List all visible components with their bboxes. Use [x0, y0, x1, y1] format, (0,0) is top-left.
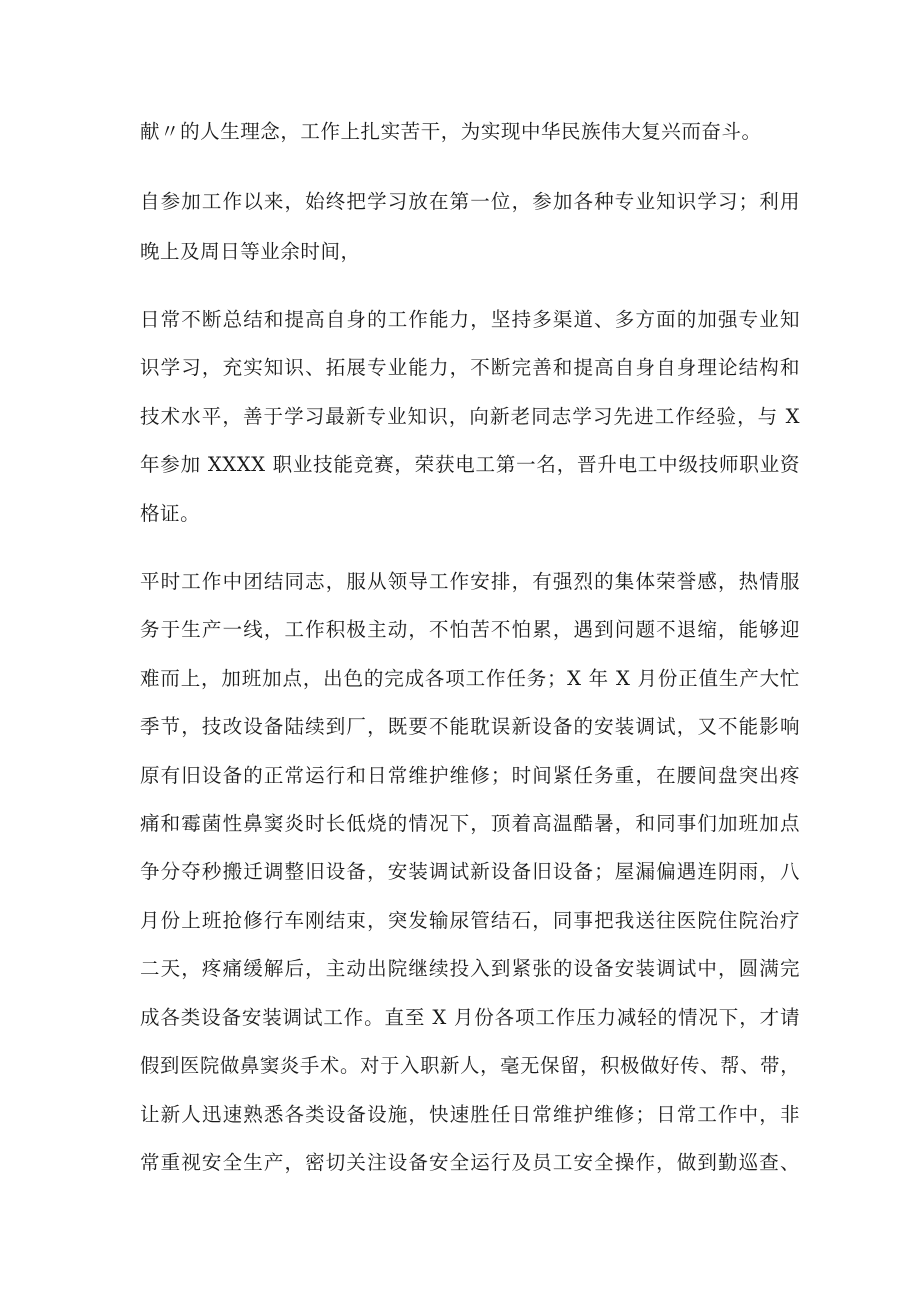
paragraph-4-line-8: 月份上班抢修行车刚结束，突发输尿管结石，同事把我送往医院住院治疗 — [140, 909, 800, 932]
paragraph-4-line-2: 务于生产一线，工作积极主动，不怕苦不怕累，遇到问题不退缩，能够迎 — [140, 618, 800, 641]
paragraph-3-line-3: 技术水平，善于学习最新专业知识，向新老同志学习先进工作经验，与 X — [140, 405, 800, 428]
paragraph-4-line-9: 二天，疼痛缓解后，主动出院继续投入到紧张的设备安装调试中，圆满完 — [140, 957, 800, 980]
paragraph-3-line-5: 格证。 — [140, 502, 201, 525]
paragraph-4-line-7: 争分夺秒搬迁调整旧设备，安装调试新设备旧设备；屋漏偏遇连阴雨，八 — [140, 860, 800, 883]
paragraph-4-line-11: 假到医院做鼻窦炎手术。对于入职新人，毫无保留，积极做好传、帮、带， — [140, 1054, 800, 1077]
paragraph-4-line-13: 常重视安全生产，密切关注设备安全运行及员工安全操作，做到勤巡查、 — [140, 1151, 800, 1174]
paragraph-4-line-3: 难而上，加班加点，出色的完成各项工作任务；X 年 X 月份正值生产大忙 — [140, 667, 800, 690]
paragraph-3-line-4: 年参加 XXXX 职业技能竞赛，荣获电工第一名，晋升电工中级技师职业资 — [140, 453, 800, 476]
paragraph-4-line-10: 成各类设备安装调试工作。直至 X 月份各项工作压力减轻的情况下，才请 — [140, 1006, 800, 1029]
paragraph-4-line-5: 原有旧设备的正常运行和日常维护维修；时间紧任务重，在腰间盘突出疼 — [140, 764, 800, 787]
paragraph-4-line-12: 让新人迅速熟悉各类设备设施，快速胜任日常维护维修；日常工作中，非 — [140, 1103, 800, 1126]
paragraph-4-line-4: 季节，技改设备陆续到厂，既要不能耽误新设备的安装调试，又不能影响 — [140, 715, 800, 738]
paragraph-3-line-2: 识学习，充实知识、拓展专业能力，不断完善和提高自身自身理论结构和 — [140, 356, 800, 379]
paragraph-1-line-1: 献〃的人生理念，工作上扎实苦干，为实现中华民族伟大复兴而奋斗。 — [140, 120, 762, 143]
paragraph-4-line-6: 痛和霉菌性鼻窦炎时长低烧的情况下，顶着高温酷暑，和同事们加班加点 — [140, 812, 800, 835]
paragraph-2-line-2: 晚上及周日等业余时间， — [140, 240, 361, 263]
paragraph-4-line-1: 平时工作中团结同志，服从领导工作安排，有强烈的集体荣誉感，热情服 — [140, 570, 800, 593]
paragraph-2-line-1: 自参加工作以来，始终把学习放在第一位，参加各种专业知识学习；利用 — [140, 190, 800, 213]
paragraph-3-line-1: 日常不断总结和提高自身的工作能力，坚持多渠道、多方面的加强专业知 — [140, 308, 800, 331]
